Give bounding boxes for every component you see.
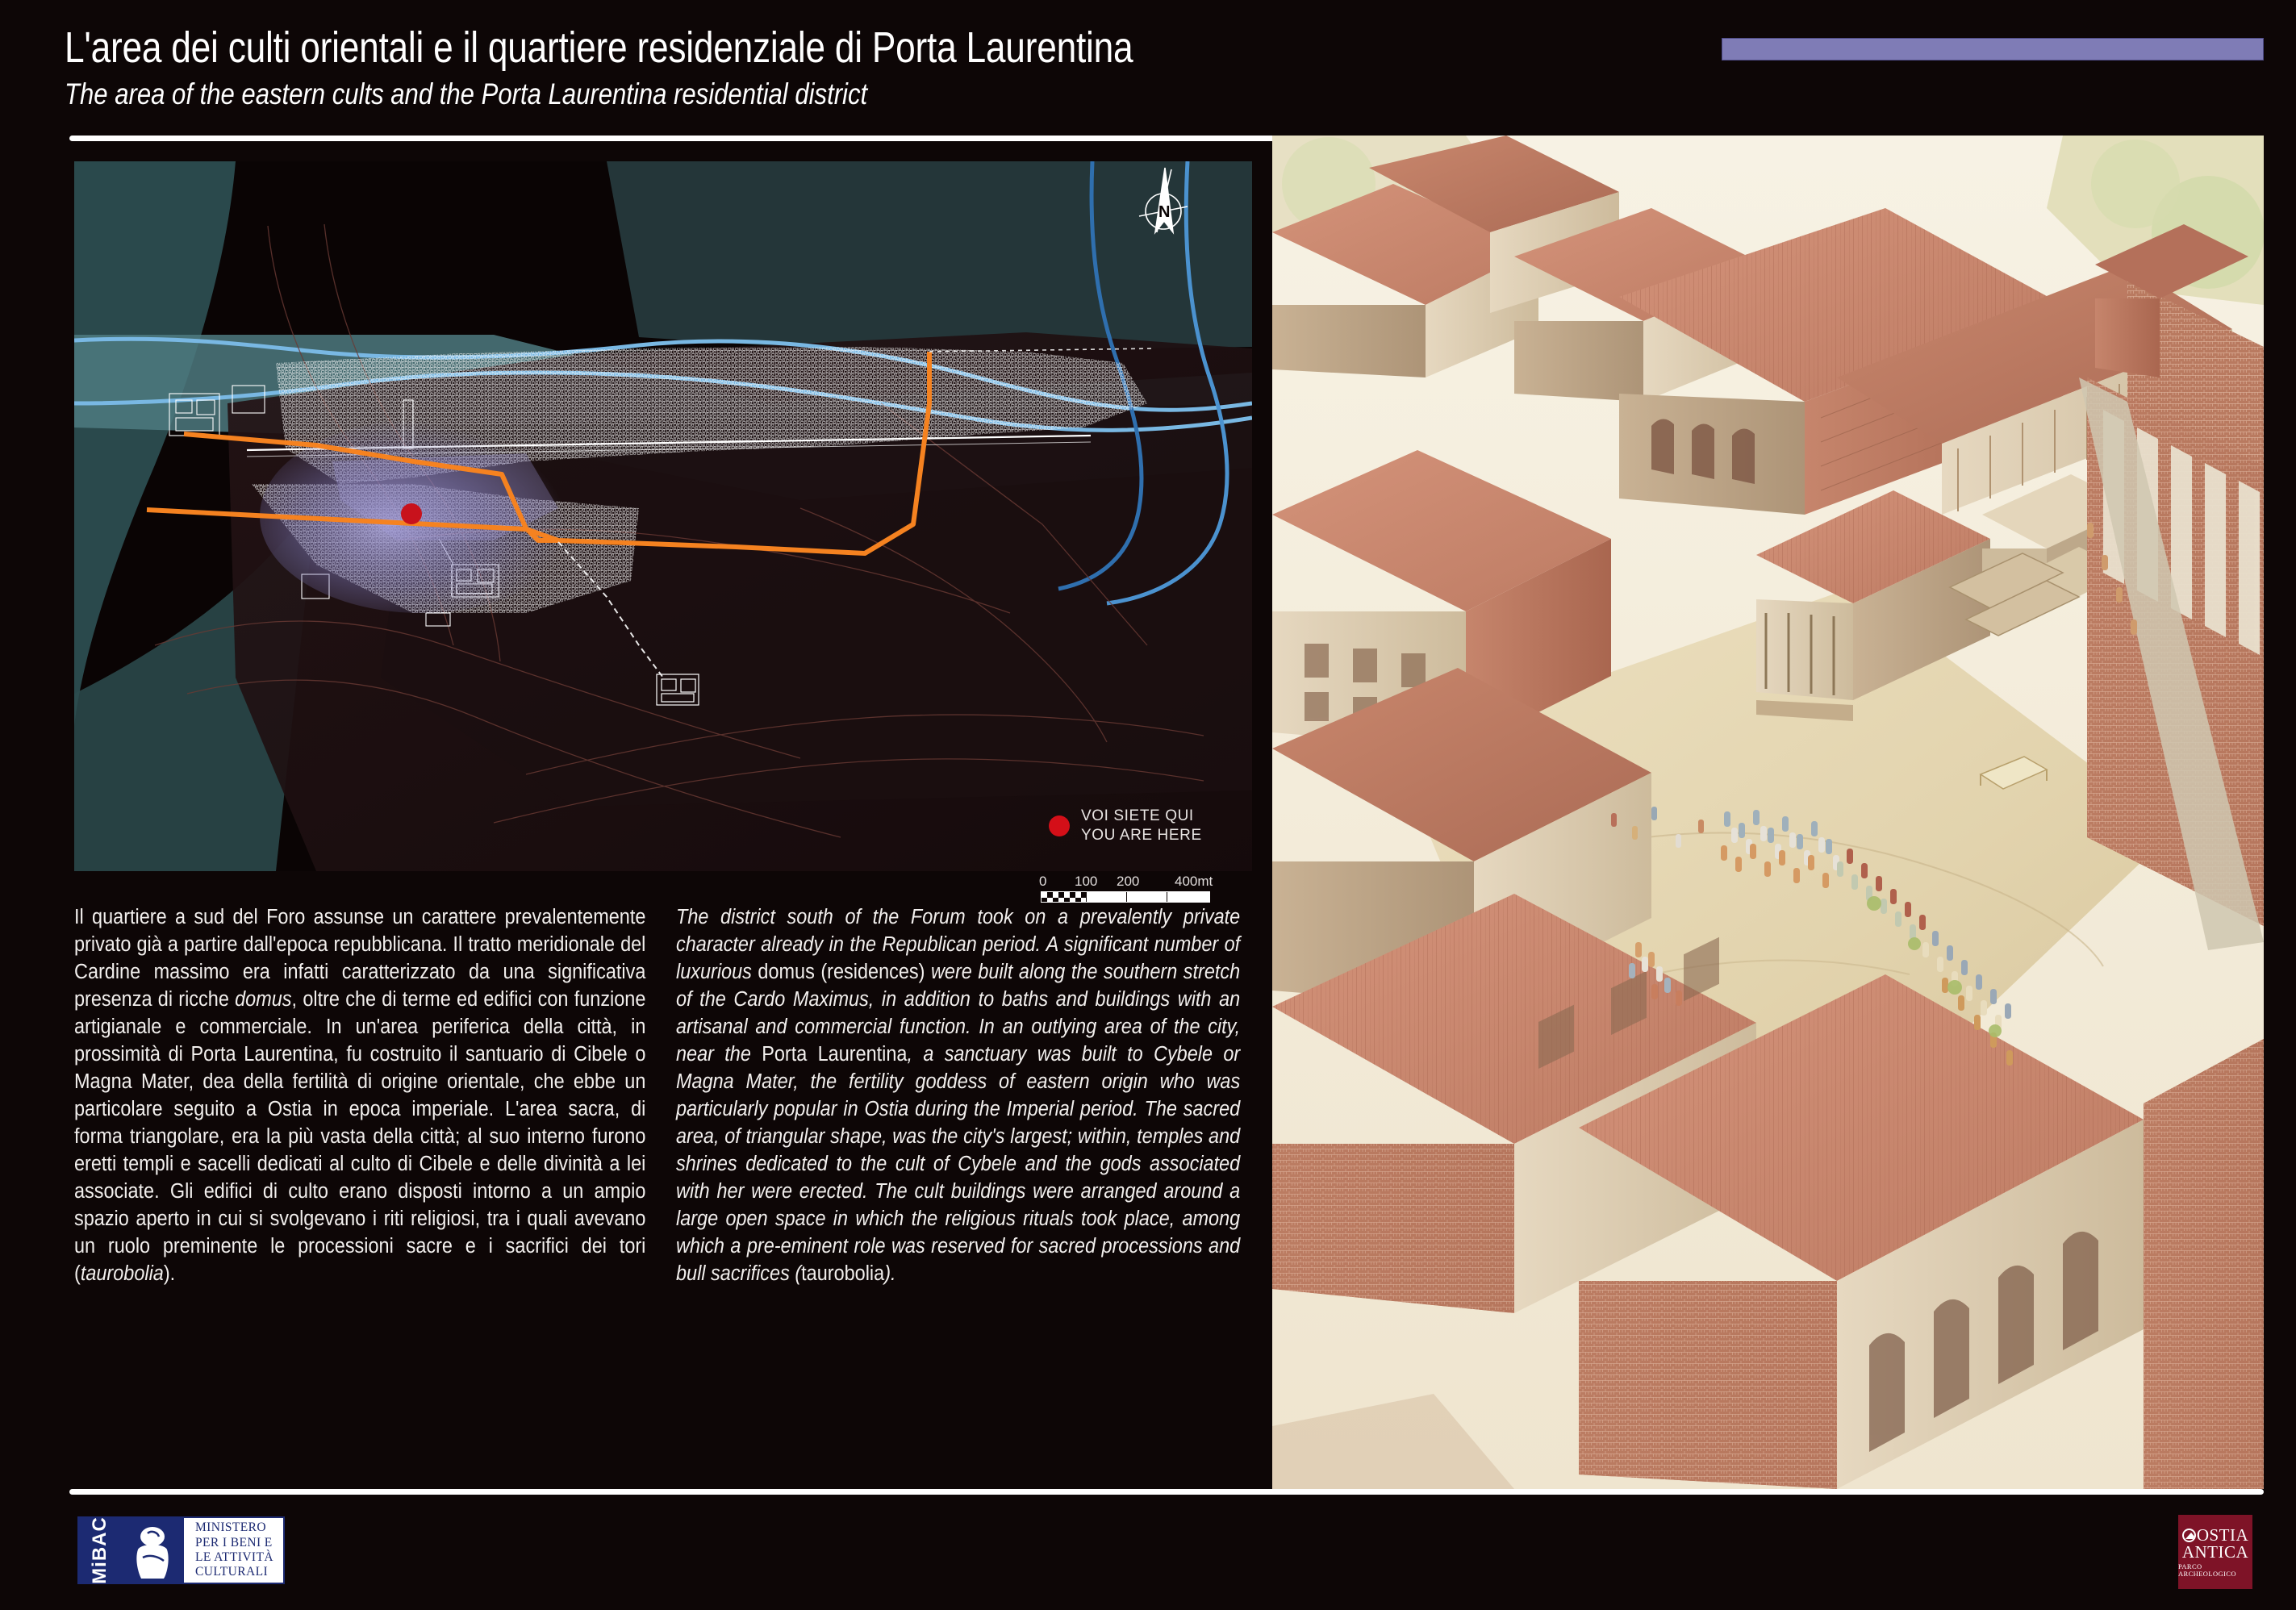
scalebar-segment-1 (1087, 892, 1127, 902)
header-accent-bar (1722, 38, 2264, 60)
you-are-here-label (1081, 807, 1202, 845)
mibac-wordmark (184, 1518, 283, 1583)
mibac-line-3: LE ATTIVITÀ (195, 1550, 273, 1564)
map-scalebar (1039, 874, 1233, 903)
legend-line-it: VOI SIETE QUI (1081, 807, 1194, 824)
scalebar-ticks (1039, 874, 1233, 891)
svg-text:N: N (1158, 203, 1171, 221)
mibac-acronym: MiBAC (79, 1518, 121, 1583)
ostia-emblem-icon (2182, 1529, 2196, 1542)
ostia-antica-logo (2178, 1515, 2252, 1589)
scalebar-tick-100: 100 (1075, 874, 1098, 889)
scalebar-segment-2 (1127, 892, 1167, 902)
mibac-emblem-icon (121, 1518, 184, 1583)
description-italian: Il quartiere a sud del Foro assunse un carattere prevalentemente privato già a partire dall'epoca repubblicana. Il tratto meridionale del Cardine massimo era infatti caratterizzato da una significativa presenza di ricche domus, oltre che di terme ed edifici con funzione artigianale e commerciale. In un'area periferica della città, in prossimità di Porta Laurentina, fu costruito il santuario di Cibele o Magna Mater, dea della fertilità di origine orientale, che ebbe un particolare seguito a Ostia in epoca imperiale. L'area sacra, di forma triangolare, era la più vasta della città; al suo interno furono eretti templi e sacelli dedicati al culto di Cibele e delle divinità a lei associate. Gli edifici di culto erano disposti intorno a un ampio spazio aperto in cui si svolgevano i riti religiosi, tra i quali avevano un ruolo preminente le processioni sacre e i sacrifici dei tori (taurobolia). (74, 906, 646, 1286)
scalebar-track (1041, 891, 1210, 903)
scalebar-tick-200: 200 (1117, 874, 1140, 889)
site-plan-map[interactable] (74, 161, 1252, 871)
scalebar-tick-400: 400mt (1175, 874, 1213, 889)
you-are-here-dot-icon (1049, 815, 1070, 836)
reconstruction-illustration (1272, 136, 2264, 1489)
scalebar-segment-3 (1167, 892, 1209, 902)
map-legend (1049, 807, 1202, 845)
description-english: The district south of the Forum took on a prevalently private character already in the Republican period. A significant number of luxurious domus (residences) were built along the southern stretch of the Cardo Maximus, in addition to baths and buildings with an artisanal and commercial function. In an outlying area of the city, near the Porta Laurentina, a sanctuary was built to Cybele or Magna Mater, the fertility goddess of eastern origin who was particularly popular in Ostia during the Imperial period. The sacred area, of triangular shape, was the city's largest; within, temples and shrines dedicated to the cult of Cybele and the gods associated with her were erected. The cult buildings were arranged around a large open space in which the religious rituals took place, among which a pre-eminent role was reserved for sacred processions and bull sacrifices (taurobolia). (676, 906, 1241, 1286)
mibac-line-1: MINISTERO (195, 1520, 266, 1535)
page-title: L'area dei culti orientali e il quartiere residenziale di Porta Laurentina (65, 23, 1133, 72)
mibac-line-2: PER I BENI E (195, 1535, 273, 1550)
scalebar-segment-checker (1042, 892, 1087, 902)
mibac-logo (77, 1516, 285, 1584)
page-subtitle: The area of the eastern cults and the Porta Laurentina residential district (65, 77, 868, 111)
ostia-logo-line-1 (2182, 1527, 2248, 1544)
ostia-word-ostia: OSTIA (2196, 1525, 2249, 1545)
ostia-logo-line-3: PARCO ARCHEOLOGICO (2178, 1562, 2236, 1578)
ostia-logo-line-2: ANTICA (2181, 1542, 2249, 1562)
divider-bottom (69, 1489, 2264, 1495)
legend-line-en: YOU ARE HERE (1081, 826, 1202, 844)
scalebar-tick-0: 0 (1039, 874, 1047, 889)
mibac-line-4: CULTURALI (195, 1565, 269, 1579)
